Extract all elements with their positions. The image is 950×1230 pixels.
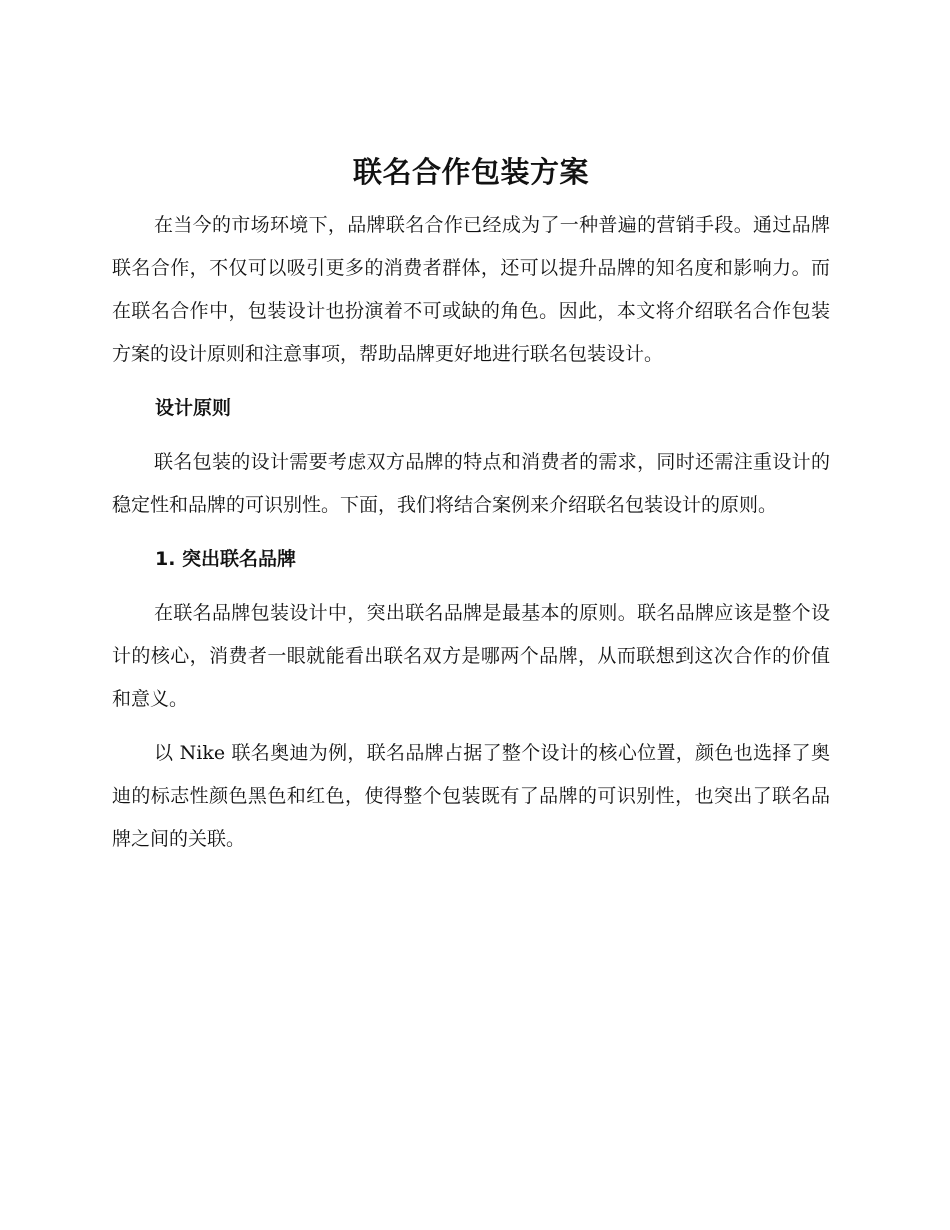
document-title: 联名合作包装方案 <box>352 155 589 189</box>
subsection-heading-highlight-brand: 1. 突出联名品牌 <box>155 548 297 570</box>
subsection-paragraph-2: 以 Nike 联名奥迪为例，联名品牌占据了整个设计的核心位置，颜色也选择了奥迪的标志性颜色黑色和红色，使得整个包装既有了品牌的可识别性，也突出了联名品牌之间的关联。 <box>112 742 830 850</box>
section-heading-design-principles: 设计原则 <box>155 397 232 419</box>
subsection-paragraph-1: 在联名品牌包装设计中，突出联名品牌是最基本的原则。联名品牌应该是整个设计的核心，消费者一眼就能看出联名双方是哪两个品牌，从而联想到这次合作的价值和意义。 <box>112 602 830 710</box>
intro-paragraph: 在当今的市场环境下，品牌联名合作已经成为了一种普遍的营销手段。通过品牌联名合作，不仅可以吸引更多的消费者群体，还可以提升品牌的知名度和影响力。而在联名合作中，包装设计也扮演着不可或缺的角色。因此，本文将介绍联名合作包装方案的设计原则和注意事项，帮助品牌更好地进行联名包装设计。 <box>112 214 830 365</box>
document-page <box>112 146 830 861</box>
section-paragraph: 联名包装的设计需要考虑双方品牌的特点和消费者的需求，同时还需注重设计的稳定性和品牌的可识别性。下面，我们将结合案例来介绍联名包装设计的原则。 <box>112 451 830 516</box>
